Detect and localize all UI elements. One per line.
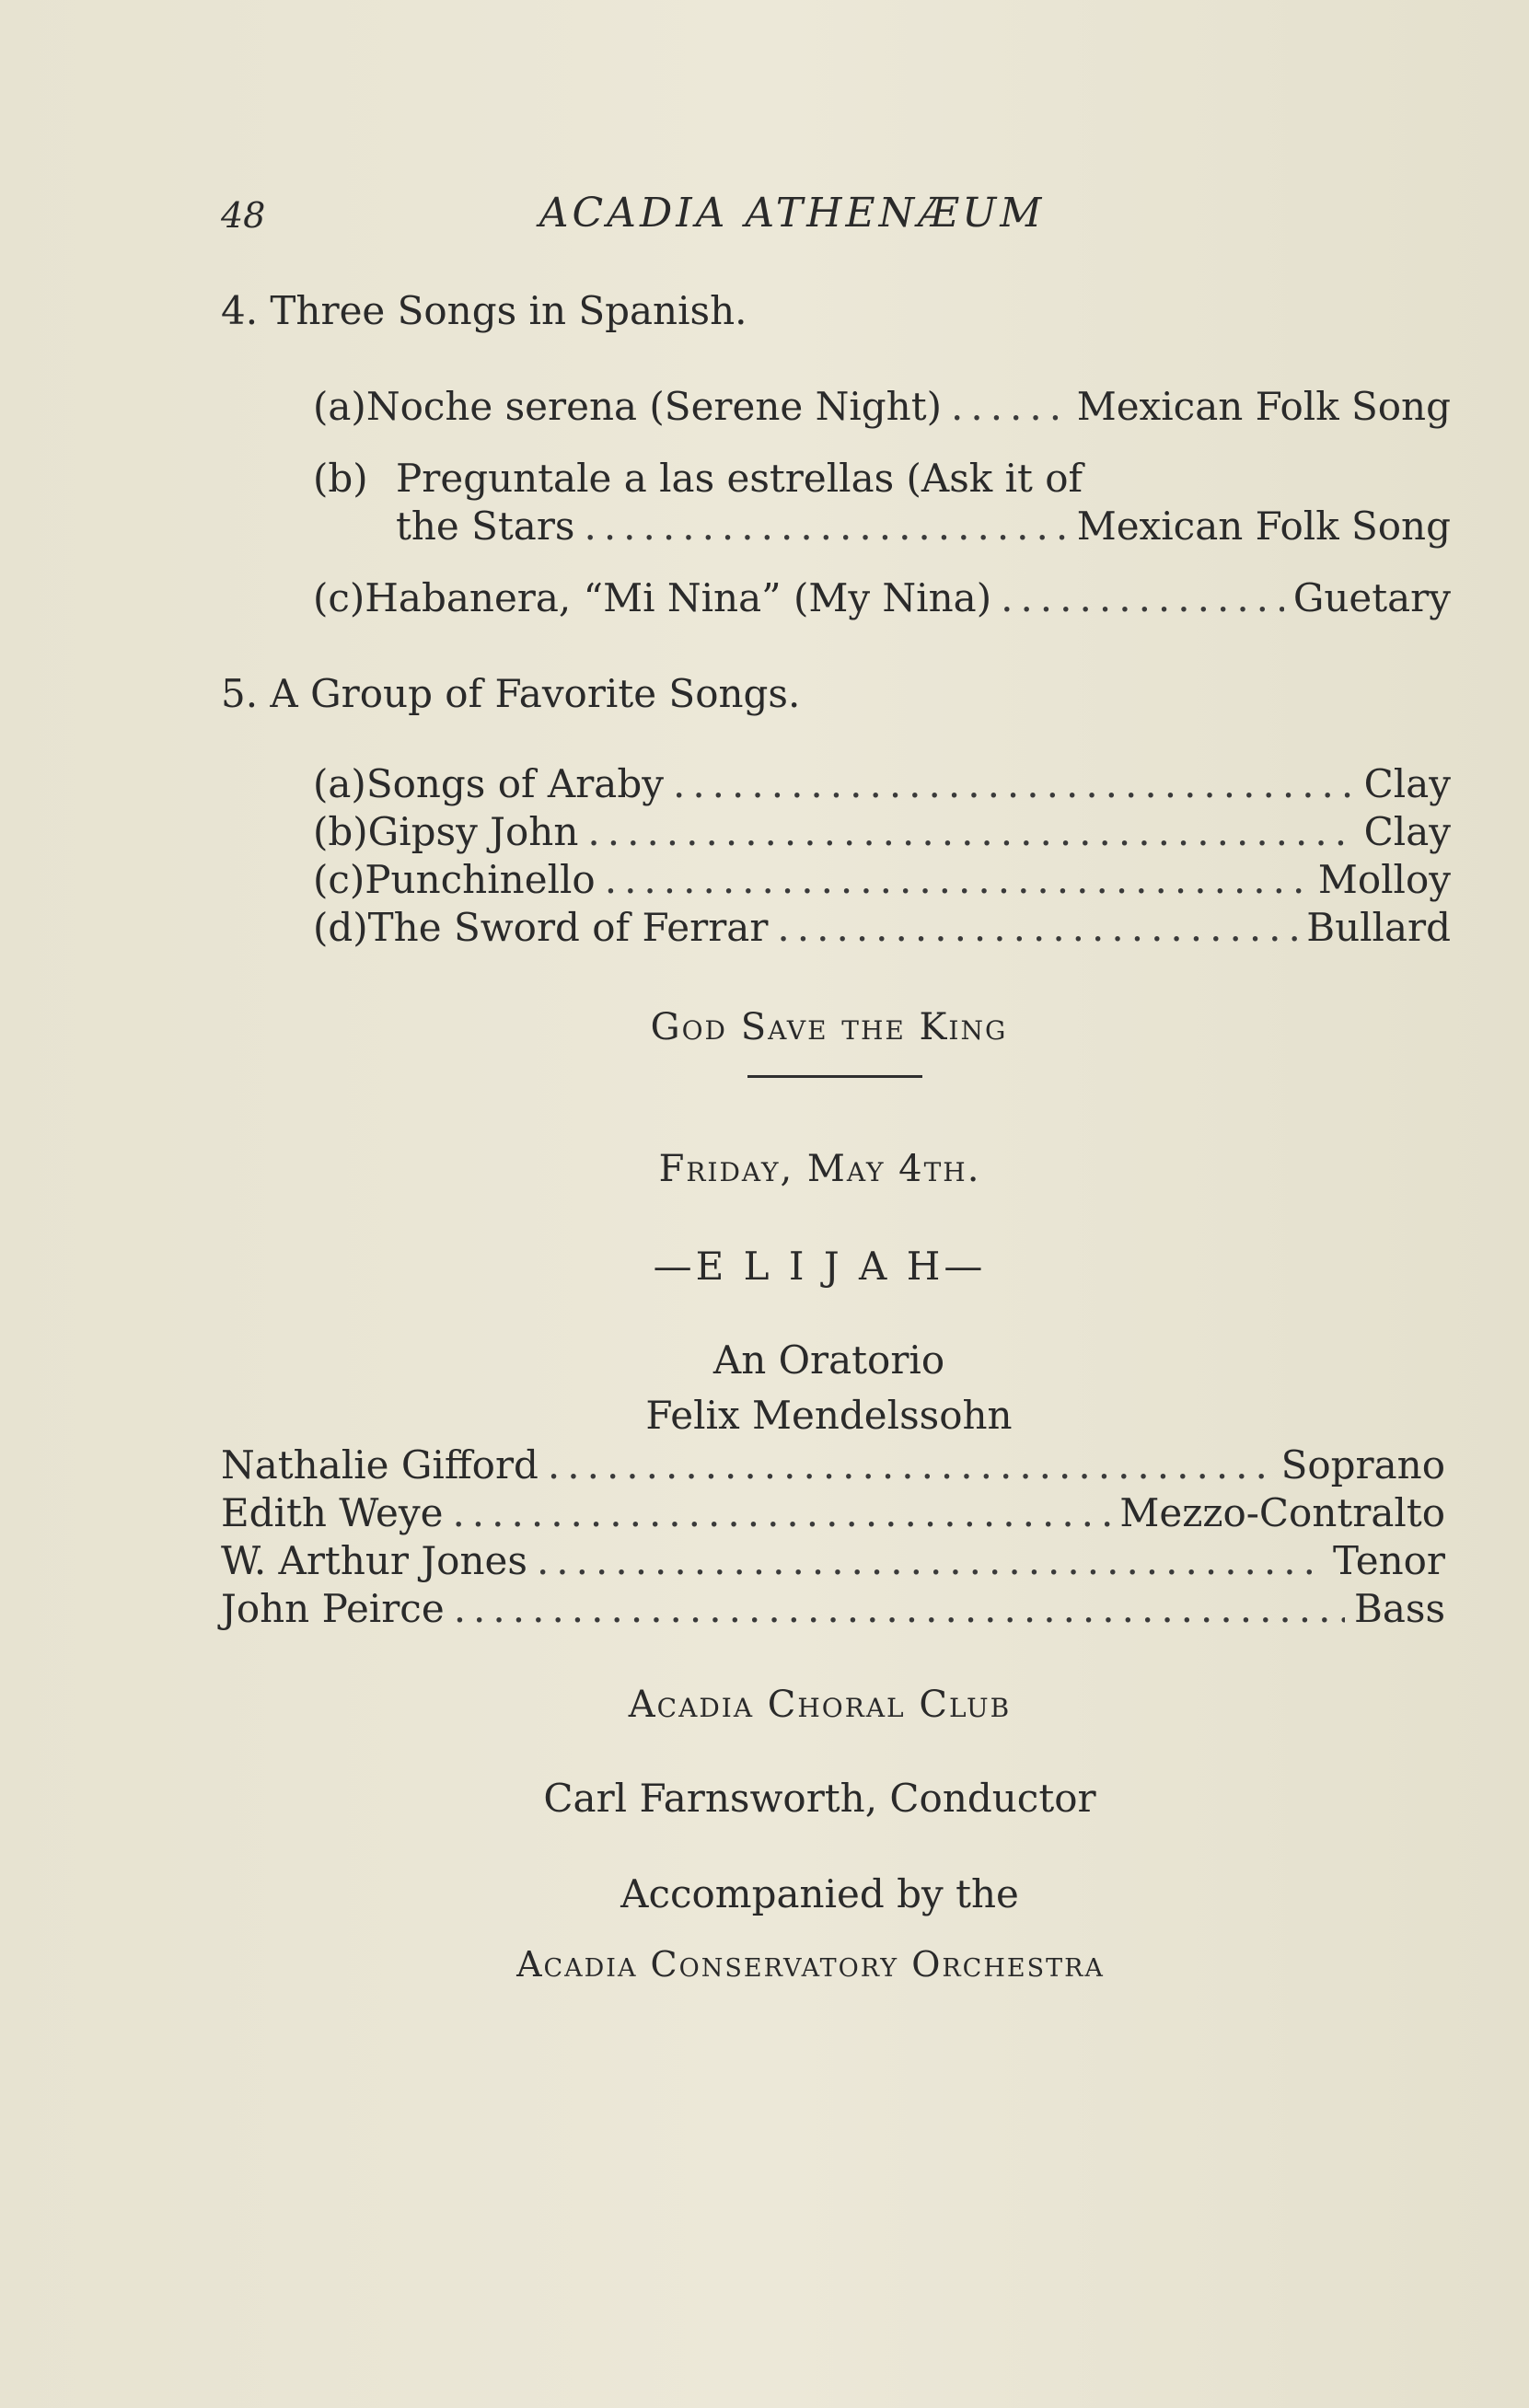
song-composer: Molloy xyxy=(1317,857,1451,902)
song-composer: Clay xyxy=(1363,809,1451,854)
leader-dots xyxy=(951,383,1068,431)
section-5-item-a xyxy=(313,760,1451,808)
closing-anthem: God Save the King xyxy=(650,1006,1008,1048)
item-marker: (b) xyxy=(313,809,368,854)
song-title-continued: the Stars xyxy=(396,504,575,549)
page-number: 48 xyxy=(221,195,266,236)
soloist-voice: Bass xyxy=(1353,1586,1445,1631)
leader-dots xyxy=(537,1537,1324,1585)
leader-dots xyxy=(673,760,1355,808)
song-title: Noche serena (Serene Night) xyxy=(365,384,942,429)
section-4-item-b-line1 xyxy=(313,455,1083,503)
leader-dots xyxy=(587,808,1354,856)
soloist-name: Nathalie Gifford xyxy=(221,1442,539,1488)
section-5-item-d xyxy=(313,904,1451,952)
song-composer: Bullard xyxy=(1306,905,1451,950)
concert-date: Friday, May 4th. xyxy=(658,1148,981,1190)
soloist-voice: Soprano xyxy=(1280,1442,1445,1488)
oratorio-title: —E L I J A H— xyxy=(653,1244,987,1289)
section-5-item-c xyxy=(313,856,1451,904)
soloist-row xyxy=(221,1441,1445,1489)
soloist-name: Edith Weye xyxy=(221,1490,444,1535)
song-title: The Sword of Ferrar xyxy=(367,905,769,950)
oratorio-subtitle: An Oratorio xyxy=(712,1337,945,1383)
section-4-item-b-line2 xyxy=(396,503,1451,550)
leader-dots xyxy=(605,856,1309,904)
item-marker: (b) xyxy=(313,456,368,501)
leader-dots xyxy=(584,503,1067,550)
item-marker: (c) xyxy=(313,857,365,902)
choir-name: Acadia Choral Club xyxy=(628,1684,1012,1726)
item-marker: (a) xyxy=(313,761,366,806)
song-composer: Mexican Folk Song xyxy=(1076,384,1451,429)
song-title: Gipsy John xyxy=(367,809,579,854)
leader-dots xyxy=(1001,574,1284,622)
journal-title: ACADIA ATHENÆUM xyxy=(539,190,1046,237)
song-title: Songs of Araby xyxy=(365,761,664,806)
item-marker: (a) xyxy=(313,384,366,429)
song-composer: Guetary xyxy=(1292,575,1451,620)
section-5-heading: 5. A Group of Favorite Songs. xyxy=(221,671,801,716)
soloist-name: W. Arthur Jones xyxy=(221,1538,527,1583)
soloist-row xyxy=(221,1537,1445,1585)
section-4-heading: 4. Three Songs in Spanish. xyxy=(221,288,747,333)
song-title: Punchinello xyxy=(365,857,596,902)
song-title: Preguntale a las estrellas (Ask it of xyxy=(396,456,1083,501)
soloist-voice: Mezzo-Contralto xyxy=(1119,1490,1445,1535)
section-4-item-a xyxy=(313,383,1451,431)
leader-dots xyxy=(452,1489,1110,1537)
oratorio-composer: Felix Mendelssohn xyxy=(645,1393,1013,1438)
section-divider xyxy=(747,1075,922,1078)
soloist-name: John Peirce xyxy=(221,1586,445,1631)
song-title: Habanera, “Mi Nina” (My Nina) xyxy=(365,575,992,620)
song-composer: Mexican Folk Song xyxy=(1076,504,1451,549)
leader-dots xyxy=(454,1585,1345,1633)
item-marker: (c) xyxy=(313,575,365,620)
song-composer: Clay xyxy=(1363,761,1451,806)
accompanied-by: Accompanied by the xyxy=(620,1871,1019,1916)
item-marker: (d) xyxy=(313,905,368,950)
leader-dots xyxy=(548,1441,1272,1489)
section-4-item-c xyxy=(313,574,1451,622)
conductor: Carl Farnsworth, Conductor xyxy=(543,1776,1096,1821)
soloist-row xyxy=(221,1489,1445,1537)
leader-dots xyxy=(777,904,1297,952)
section-5-item-b xyxy=(313,808,1451,856)
orchestra-name: Acadia Conservatory Orchestra xyxy=(516,1944,1105,1985)
soloist-voice: Tenor xyxy=(1332,1538,1445,1583)
soloist-row xyxy=(221,1585,1445,1633)
